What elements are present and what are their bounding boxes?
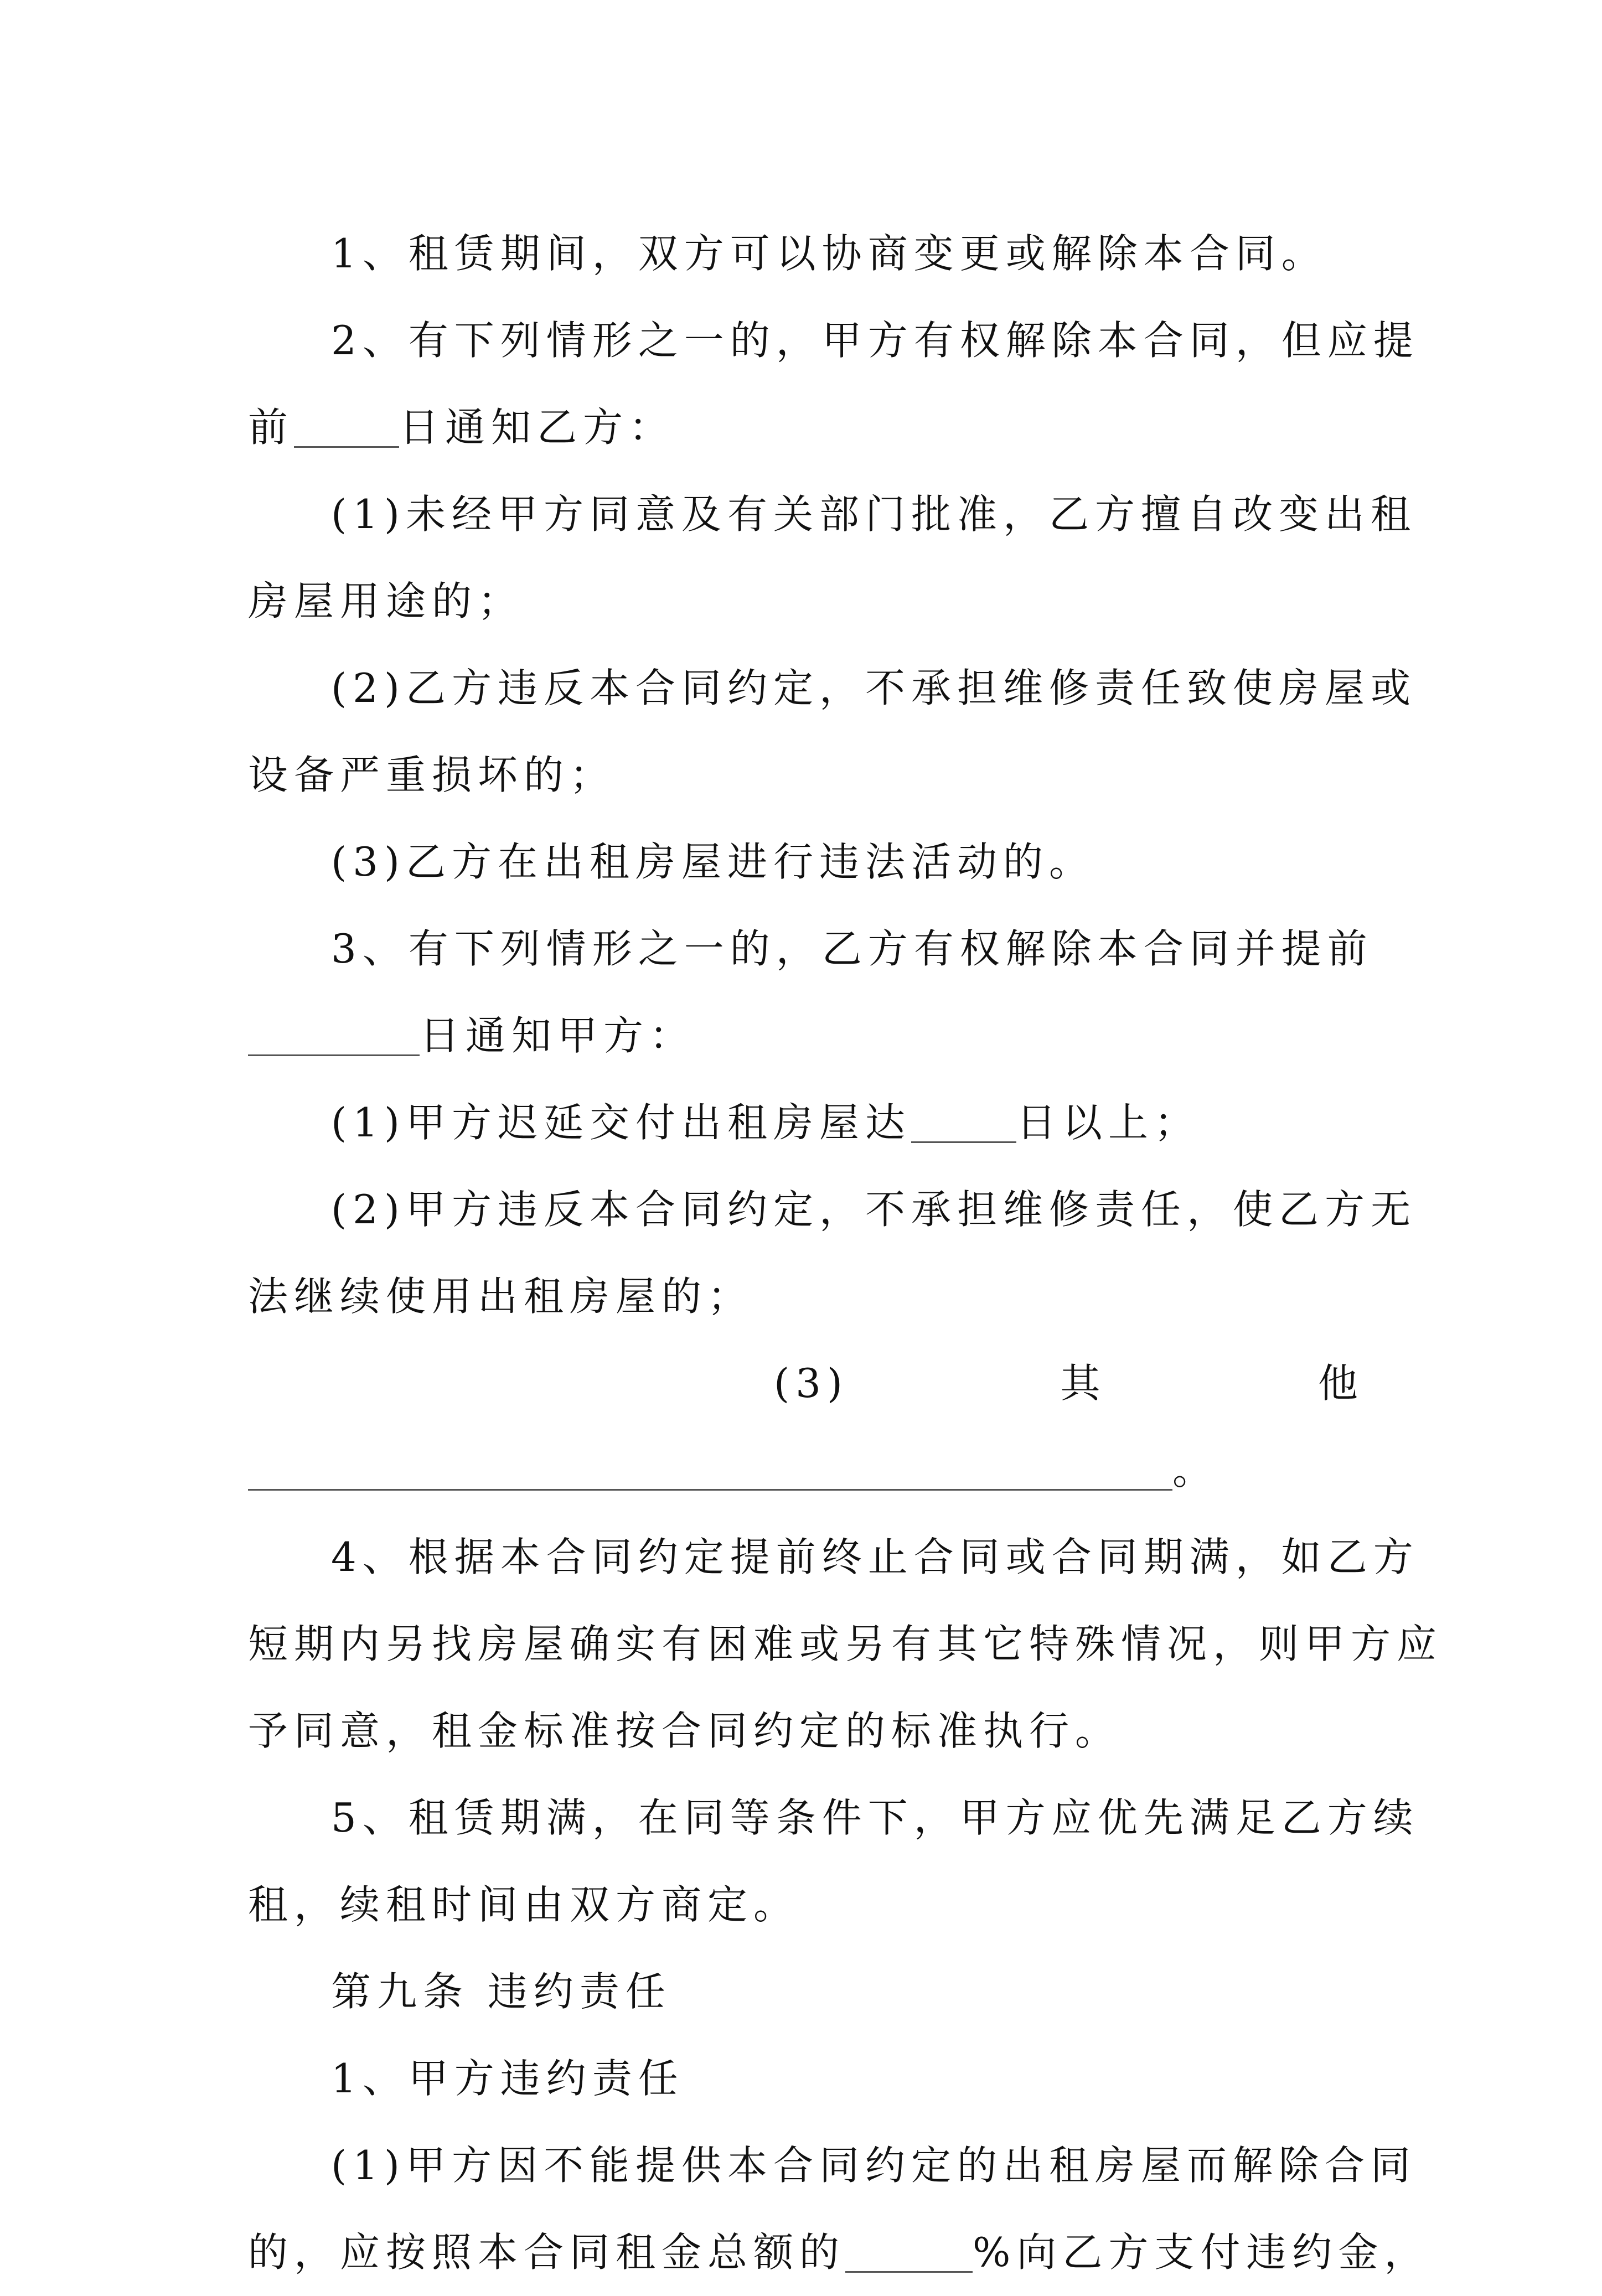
- fill-in-blank: [911, 1102, 1016, 1143]
- paragraph-line: [248, 2035, 1364, 2122]
- paragraph-line: [248, 210, 1364, 297]
- line-text: 3、有下列情形之一的，乙方有权解除本合同并提前: [331, 925, 1373, 972]
- fill-in-blank: [845, 2231, 973, 2273]
- line-text: (1)未经甲方同意及有关部门批准，乙方擅自改变出租: [331, 491, 1417, 537]
- line-text: 设备严重损坏的；: [248, 752, 616, 798]
- line-text: 短期内另找房屋确实有困难或另有其它特殊情况，则甲方应: [248, 1621, 1443, 1667]
- line-text: 予同意，租金标准按合同约定的标准执行。: [248, 1708, 1122, 1754]
- paragraph-line: [248, 1079, 1364, 1166]
- paragraph-line: [248, 2122, 1417, 2209]
- line-text: 4、根据本合同约定提前终止合同或合同期满，如乙方: [331, 1534, 1419, 1580]
- paragraph-line: [248, 1340, 1364, 1427]
- line-text: 1、甲方违约责任: [331, 2055, 684, 2102]
- paragraph-line: [248, 645, 1417, 732]
- line-text: (1)甲方因不能提供本合同约定的出租房屋而解除合同: [331, 2142, 1417, 2189]
- paragraph-line: [248, 1427, 1364, 1514]
- line-text: 1、租赁期间，双方可以协商变更或解除本合同。: [331, 230, 1327, 277]
- line-text: 房屋用途的；: [248, 578, 524, 624]
- fill-in-blank: [294, 406, 399, 448]
- line-text: 2、有下列情形之一的，甲方有权解除本合同，但应提: [331, 317, 1419, 364]
- paragraph-line: [248, 1166, 1417, 1253]
- paragraph-line: [248, 906, 1373, 992]
- line-text: 法继续使用出租房屋的；: [248, 1273, 754, 1320]
- line-text: 租，续租时间由双方商定。: [248, 1881, 800, 1928]
- paragraph-line: [248, 1688, 1364, 1775]
- line-text: 他: [1317, 1360, 1364, 1406]
- paragraph-line: [248, 1253, 1364, 1340]
- paragraph-line: [248, 297, 1419, 384]
- paragraph-line: [248, 471, 1417, 558]
- paragraph-line: [248, 384, 1364, 471]
- line-text: 。: [1172, 1447, 1219, 1493]
- contract-text: [248, 210, 1443, 2296]
- line-text: 第九条 违约责任: [331, 1968, 671, 2015]
- line-text: 日以上；: [1016, 1099, 1201, 1146]
- line-text: (2)乙方违反本合同约定，不承担维修责任致使房屋或: [331, 665, 1417, 711]
- paragraph-line: [248, 558, 1364, 645]
- line-text: (3)乙方在出租房屋进行违法活动的。: [331, 839, 1095, 885]
- line-text: 前: [248, 404, 294, 451]
- section-heading: [248, 1948, 1364, 2035]
- paragraph-line: [248, 1861, 1364, 1948]
- paragraph-line: [248, 2209, 1430, 2296]
- fill-in-blank: [248, 1015, 420, 1056]
- line-text: (2)甲方违反本合同约定，不承担维修责任，使乙方无: [331, 1186, 1417, 1233]
- line-text: (1)甲方迟延交付出租房屋达: [331, 1099, 911, 1146]
- line-text: 5、租赁期满，在同等条件下，甲方应优先满足乙方续: [331, 1795, 1419, 1841]
- paragraph-line: [248, 1514, 1419, 1601]
- line-text: (3): [774, 1360, 849, 1406]
- line-text: 的，应按照本合同租金总额的: [248, 2229, 846, 2276]
- paragraph-line: [248, 992, 1364, 1079]
- paragraph-line: [248, 1601, 1443, 1688]
- line-text: 其: [1060, 1360, 1107, 1406]
- fill-in-blank: [248, 1449, 1172, 1491]
- paragraph-line: [248, 819, 1364, 906]
- line-text: %向乙方支付违约金，: [973, 2229, 1430, 2276]
- line-text: 日通知乙方：: [399, 404, 675, 451]
- line-text: 日通知甲方：: [420, 1012, 696, 1059]
- paragraph-line: [248, 732, 1364, 819]
- paragraph-line: [248, 1775, 1419, 1861]
